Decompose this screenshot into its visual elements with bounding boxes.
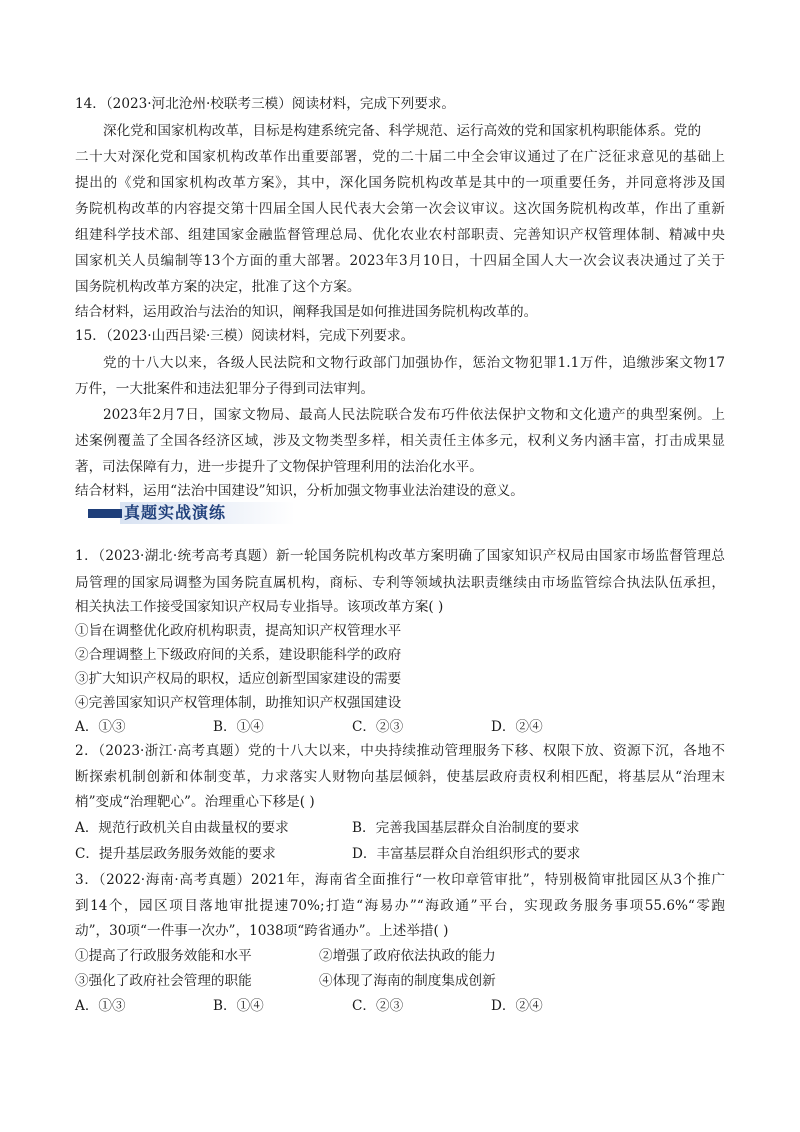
mc1-statement: ③扩大知识产权局的职权，适应创新型国家建设的需要 — [75, 671, 402, 687]
mc1-statement: ④完善国家知识产权管理体制，助推知识产权强国建设 — [75, 695, 402, 711]
section-banner — [88, 500, 288, 526]
mc3-choice-b: B．①④ — [213, 998, 264, 1014]
section-title: 真题实战演练 — [124, 503, 227, 522]
mc2-stem-line: 断探索机制创新和体制变革，力求落实人财物向基层倾斜，使基层政府责权利相匹配，将基层从“治理末 — [75, 769, 725, 785]
mc2-stem-line: 2．（2023·浙江·高考真题）党的十八大以来，中央持续推动管理服务下移、权限下放、资源下沉，各地不 — [75, 743, 725, 759]
q14-header: 14．（2023·河北沧州·校联考三模）阅读材料，完成下列要求。 — [75, 96, 455, 112]
mc1-statement: ①旨在调整优化政府机构职责，提高知识产权管理水平 — [75, 623, 402, 639]
mc3-statement: ④体现了海南的制度集成创新 — [319, 973, 496, 989]
q14-paragraph-line: 二十大对深化党和国家机构改革作出重要部署，党的二十届二中全会审议通过了在广泛征求意见的基础上 — [75, 149, 725, 165]
mc3-stem-line: 到14个，园区项目落地审批提速70%;打造“海易办”“海政通”平台，实现政务服务事项55.6%“零跑 — [75, 898, 725, 914]
q15-question: 结合材料，运用“法治中国建设”知识，分析加强文物事业法治建设的意义。 — [75, 483, 524, 499]
mc2-choice-c: C．提升基层政务服务效能的要求 — [75, 846, 276, 862]
q14-paragraph-line: 国务院机构改革方案的决定，批准了这个方案。 — [75, 279, 361, 295]
mc3-statement: ①提高了行政服务效能和水平 — [75, 948, 252, 964]
q15-paragraph-line: 万件，一大批案件和违法犯罪分子得到司法审判。 — [75, 381, 375, 397]
mc3-choice-a: A．①③ — [75, 998, 126, 1014]
mc2-choice-b: B．完善我国基层群众自治制度的要求 — [352, 820, 580, 836]
q15-paragraph-line: 著，司法保障有力，进一步提升了文物保护管理利用的法治化水平。 — [75, 459, 483, 475]
mc3-choice-d: D．②④ — [491, 998, 543, 1014]
q15-header: 15．（2023·山西吕梁·三模）阅读材料，完成下列要求。 — [75, 328, 415, 344]
mc2-choice-d: D．丰富基层群众自治组织形式的要求 — [352, 846, 581, 862]
q15-paragraph-line: 2023年2月7日，国家文物局、最高人民法院联合发布巧件依法保护文物和文化遗产的典型案例。上 — [103, 407, 725, 423]
mc1-stem-line: 局管理的国家局调整为国务院直属机构，商标、专利等领域执法职责继续由市场监管综合执法队伍承担， — [75, 575, 725, 591]
mc3-choice-c: C．②③ — [352, 998, 404, 1014]
section-banner-bar — [88, 509, 122, 518]
mc3-stem-line: 动”，30项“一件事一次办”，1038项“跨省通办”。上述举措( ) — [75, 923, 449, 939]
mc1-choice-a: A．①③ — [75, 719, 126, 735]
q14-paragraph-line: 组建科学技术部、组建国家金融监督管理总局、优化农业农村部职责、完善知识产权管理体制、精减中央 — [75, 227, 725, 243]
mc1-choice-d: D．②④ — [491, 719, 543, 735]
q14-paragraph-line: 提出的《党和国家机构改革方案》，其中，深化国务院机构改革是其中的一项重要任务，并同意将涉及国 — [75, 175, 725, 191]
mc1-stem-line: 相关执法工作接受国家知识产权局专业指导。该项改革方案( ) — [75, 599, 444, 615]
mc1-statement: ②合理调整上下级政府间的关系，建设职能科学的政府 — [75, 647, 402, 663]
q15-paragraph-line: 述案例覆盖了全国各经济区域，涉及文物类型多样，相关责任主体多元，权利义务内涵丰富，打击成果显 — [75, 433, 725, 449]
mc1-choice-c: C．②③ — [352, 719, 404, 735]
mc2-stem-line: 梢”变成“治理靶心”。治理重心下移是( ) — [75, 794, 315, 810]
q14-paragraph-line: 务院机构改革的内容提交第十四届全国人民代表大会第一次会议审议。这次国务院机构改革，作出了重新 — [75, 201, 725, 217]
mc3-stem-line: 3．（2022·海南·高考真题）2021年，海南省全面推行“一枚印章管审批”，特别极简审批园区从3个推广 — [75, 872, 725, 888]
q14-question: 结合材料，运用政治与法治的知识，阐释我国是如何推进国务院机构改革的。 — [75, 304, 538, 320]
mc1-choice-b: B．①④ — [213, 719, 264, 735]
mc1-stem-line: 1．（2023·湖北·统考高考真题）新一轮国务院机构改革方案明确了国家知识产权局由国家市场监督管理总 — [75, 548, 725, 564]
mc3-statement: ③强化了政府社会管理的职能 — [75, 973, 252, 989]
mc3-statement: ②增强了政府依法执政的能力 — [319, 948, 496, 964]
q14-paragraph-line: 深化党和国家机构改革，目标是构建系统完备、科学规范、运行高效的党和国家机构职能体系。党的 — [103, 123, 702, 139]
q15-paragraph-line: 党的十八大以来，各级人民法院和文物行政部门加强协作，惩治文物犯罪1.1万件，追缴涉案文物17 — [103, 355, 725, 371]
q14-paragraph-line: 国家机关人员编制等13个方面的重大部署。2023年3月10日，十四届全国人大一次会议表决通过了关于 — [75, 253, 725, 269]
mc2-choice-a: A．规范行政机关自由裁量权的要求 — [75, 820, 289, 836]
